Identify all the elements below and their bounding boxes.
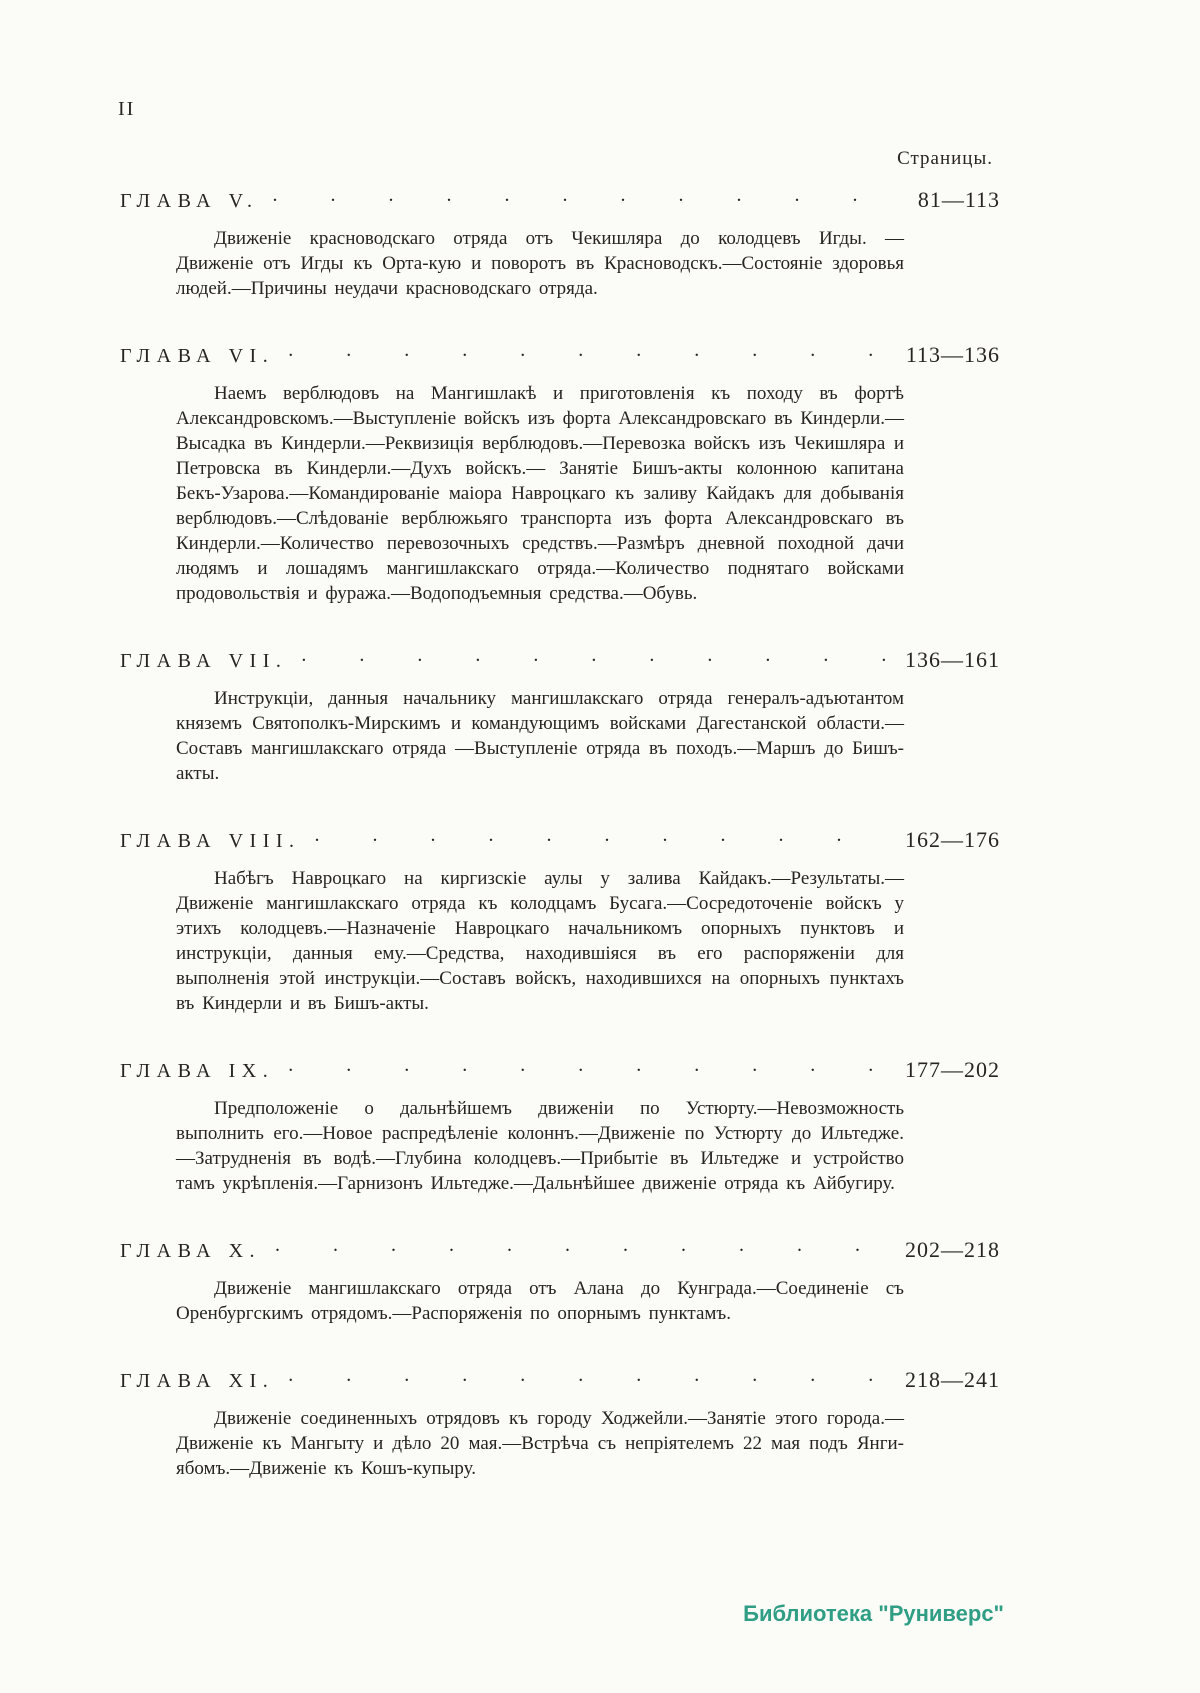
toc-entry-line bbox=[120, 643, 1000, 673]
chapter-title: ГЛАВА VIII. bbox=[120, 830, 301, 852]
dot-leader bbox=[280, 1053, 895, 1077]
dot-leader bbox=[264, 183, 907, 207]
toc-entry bbox=[120, 643, 1000, 786]
toc-entry bbox=[120, 1233, 1000, 1326]
chapter-title: ГЛАВА VII. bbox=[120, 650, 288, 672]
toc-entry bbox=[120, 1053, 1000, 1196]
toc-entry-line bbox=[120, 823, 1000, 853]
chapter-description: Движеніе красноводскаго отряда отъ Чекишляра до колодцевъ Игды. — Движеніе отъ Игды къ Орта-кую и поворотъ въ Красноводскъ.—Состояніе здоровья людей.—Причины неудачи красноводскаго отряда. bbox=[176, 228, 904, 299]
chapter-title: ГЛАВА XI. bbox=[120, 1370, 275, 1392]
toc-entry-line bbox=[120, 183, 1000, 213]
toc-entry-line bbox=[120, 1233, 1000, 1263]
toc-entry-line bbox=[120, 338, 1000, 368]
chapter-title: ГЛАВА VI. bbox=[120, 345, 275, 367]
table-of-contents bbox=[120, 183, 1000, 1481]
page-range: 162—176 bbox=[905, 827, 1000, 852]
chapter-title: ГЛАВА X. bbox=[120, 1240, 262, 1262]
page-range: 81—113 bbox=[917, 187, 1000, 212]
toc-entry bbox=[120, 338, 1000, 606]
dot-leader bbox=[280, 338, 896, 362]
library-watermark: Библиотека "Руниверс" bbox=[743, 1601, 1004, 1626]
page-range: 177—202 bbox=[905, 1057, 1000, 1082]
chapter-title: ГЛАВА IX. bbox=[120, 1060, 275, 1082]
dot-leader bbox=[280, 1363, 895, 1387]
toc-entry-line bbox=[120, 1363, 1000, 1393]
chapter-description: Наемъ верблюдовъ на Мангишлакѣ и приготовленія къ походу въ фортѣ Александровскомъ.—Выступленіе войскъ изъ форта Александровскаго въ Киндерли.—Высадка въ Киндерли.—Реквизиція верблюдовъ.—Перевозка войскъ изъ Чекишляра и Петровска въ Киндерли.—Духъ войскъ.— Занятіе Бишъ-акты колонною капитана Бекъ-Узарова.—Командированіе маіора Навроцкаго къ заливу Кайдакъ для добыванія верблюдовъ.—Слѣдованіе верблюжьяго транспорта изъ форта Александровскаго въ Киндерли.—Количество перевозочныхъ средствъ.—Размѣръ дневной походной дачи людямъ и лошадямъ мангишлакскаго отряда.—Количество поднятаго войсками продовольствія и фуража.—Водоподъемныя средства.—Обувь. bbox=[176, 383, 904, 604]
page-range: 202—218 bbox=[905, 1237, 1000, 1262]
chapter-title: ГЛАВА V. bbox=[120, 190, 259, 212]
chapter-description: Предположеніе о дальнѣйшемъ движеніи по Устюрту.—Невозможность выполнить его.—Новое распредѣленіе колоннъ.—Движеніе по Устюрту до Ильтедже.—Затрудненія въ водѣ.—Глубина колодцевъ.—Прибытіе въ Ильтедже и устройство тамъ укрѣпленія.—Гарнизонъ Ильтедже.—Дальнѣйшее движеніе отряда къ Айбугиру. bbox=[176, 1098, 904, 1194]
page-range: 218—241 bbox=[905, 1367, 1000, 1392]
toc-entry bbox=[120, 183, 1000, 301]
dot-leader bbox=[267, 1233, 895, 1257]
dot-leader bbox=[307, 823, 895, 847]
chapter-description: Движеніе соединенныхъ отрядовъ къ городу Ходжейли.—Занятіе этого города.—Движеніе къ Мангыту и дѣло 20 мая.—Встрѣча съ непріятелемъ 22 мая подъ Янги-ябомъ.—Движеніе къ Кошъ-купыру. bbox=[176, 1408, 904, 1479]
chapter-description: Инструкціи, данныя начальнику мангишлакскаго отряда генералъ-адъютантом княземъ Святополкъ-Мирскимъ и командующимъ войсками Дагестанской области.—Составъ мангишлакскаго отряда —Выступленіе отряда въ походъ.—Маршъ до Бишъ-акты. bbox=[176, 688, 904, 784]
page-range: 136—161 bbox=[905, 647, 1000, 672]
toc-entry bbox=[120, 1363, 1000, 1481]
page-number: II bbox=[118, 98, 136, 120]
chapter-description: Набѣгъ Навроцкаго на киргизскіе аулы у залива Кайдакъ.—Результаты.— Движеніе мангишлакскаго отряда къ колодцамъ Бусага.—Сосредоточеніе войскъ у этихъ колодцевъ.—Назначеніе Навроцкаго начальникомъ опорныхъ пунктовъ и инструкціи, данныя ему.—Средства, находившіяся въ его распоряженіи для выполненія этой инструкціи.—Составъ войскъ, находившихся на опорныхъ пунктахъ въ Киндерли и въ Бишъ-акты. bbox=[176, 868, 904, 1014]
toc-entry bbox=[120, 823, 1000, 1016]
page-range: 113—136 bbox=[905, 342, 1000, 367]
chapter-description: Движеніе мангишлакскаго отряда отъ Алана до Кунграда.—Соединеніе съ Оренбургскимъ отрядомъ.—Распоряженія по опорнымъ пунктамъ. bbox=[176, 1278, 904, 1324]
pages-column-header: Страницы. bbox=[897, 148, 993, 169]
toc-entry-line bbox=[120, 1053, 1000, 1083]
dot-leader bbox=[293, 643, 895, 667]
